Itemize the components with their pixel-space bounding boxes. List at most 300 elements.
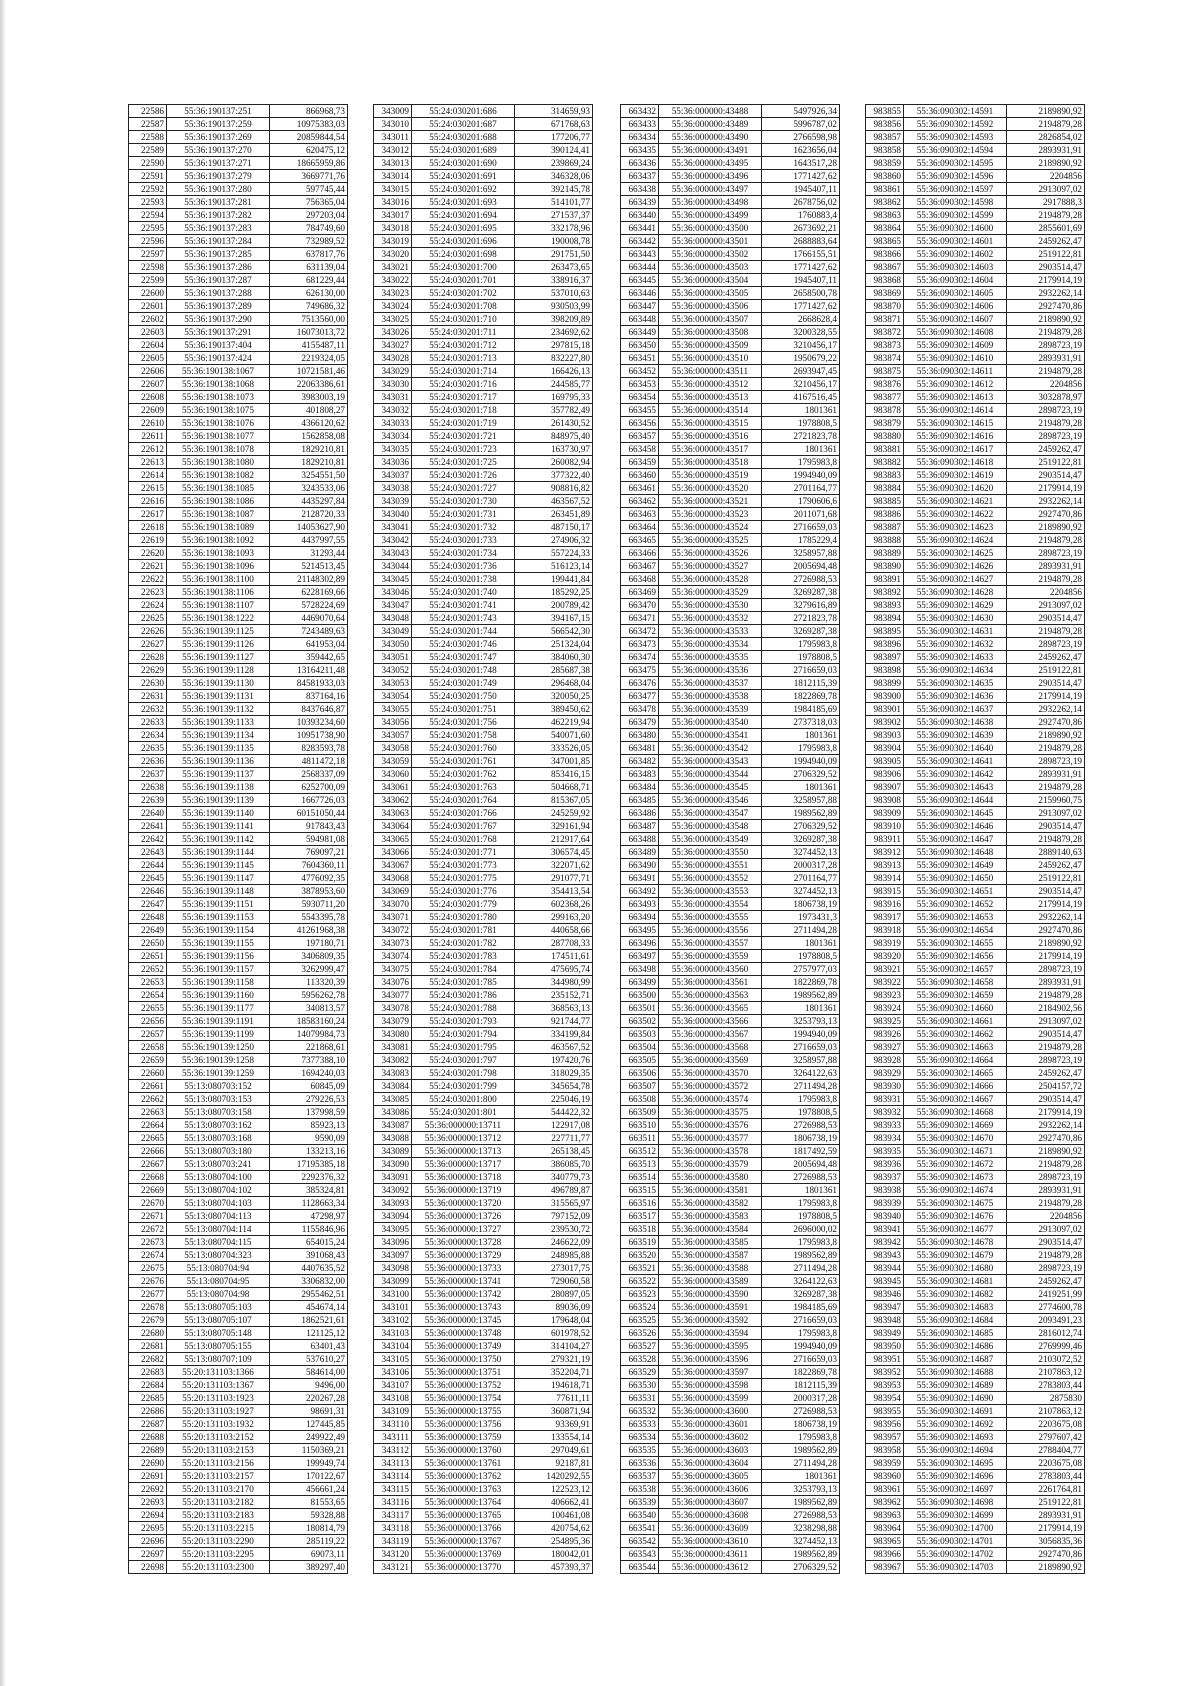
cadastral-number: 55:36:190139:1130: [167, 677, 270, 690]
cadastral-number: 55:36:090302:14667: [904, 1093, 1007, 1106]
row-number: 983919: [866, 937, 904, 950]
cadastral-value: 2932262,14: [1007, 703, 1085, 716]
cadastral-value: 291751,50: [515, 248, 593, 261]
row-number: 983958: [866, 1444, 904, 1457]
cadastral-value: 3254551,50: [270, 469, 348, 482]
row-number: 343013: [374, 157, 412, 170]
table-row: [374, 937, 593, 950]
cadastral-value: 1667726,03: [270, 794, 348, 807]
cadastral-value: 2103072,52: [1007, 1353, 1085, 1366]
row-number: 343117: [374, 1509, 412, 1522]
cadastral-value: 2726988,53: [762, 573, 840, 586]
table-row: [129, 287, 348, 300]
table-row: [866, 469, 1085, 482]
table-row: [621, 885, 840, 898]
table-row: [374, 170, 593, 183]
table-row: [866, 1262, 1085, 1275]
row-number: 663438: [621, 183, 659, 196]
cadastral-value: 3264122,63: [762, 1067, 840, 1080]
table-row: [866, 1444, 1085, 1457]
cadastral-number: 55:24:030201:690: [412, 157, 515, 170]
cadastral-number: 55:36:090302:14598: [904, 196, 1007, 209]
cadastral-value: 1795983,8: [762, 638, 840, 651]
cadastral-number: 55:36:000000:13742: [412, 1288, 515, 1301]
cadastral-number: 55:36:090302:14609: [904, 339, 1007, 352]
cadastral-value: 18583160,24: [270, 1015, 348, 1028]
cadastral-number: 55:24:030201:701: [412, 274, 515, 287]
table-row: [866, 1353, 1085, 1366]
cadastral-number: 55:36:190137:270: [167, 144, 270, 157]
table-row: [129, 924, 348, 937]
row-number: 22692: [129, 1483, 167, 1496]
cadastral-value: 89036,09: [515, 1301, 593, 1314]
cadastral-number: 55:36:090302:14698: [904, 1496, 1007, 1509]
cadastral-number: 55:36:000000:43565: [659, 1002, 762, 1015]
table-row: [621, 1496, 840, 1509]
row-number: 663458: [621, 443, 659, 456]
table-row: [866, 859, 1085, 872]
cadastral-value: 200789,42: [515, 599, 593, 612]
cadastral-value: 14079984,73: [270, 1028, 348, 1041]
row-number: 983901: [866, 703, 904, 716]
row-number: 22624: [129, 599, 167, 612]
cadastral-number: 55:36:000000:13751: [412, 1366, 515, 1379]
cadastral-value: 2000317,28: [762, 859, 840, 872]
cadastral-value: 1795983,8: [762, 1197, 840, 1210]
row-number: 983863: [866, 209, 904, 222]
table-row: [129, 1301, 348, 1314]
cadastral-value: 239869,24: [515, 157, 593, 170]
table-row: [866, 1028, 1085, 1041]
cadastral-value: 2204856: [1007, 170, 1085, 183]
row-number: 343017: [374, 209, 412, 222]
row-number: 22685: [129, 1392, 167, 1405]
table-row: [374, 1483, 593, 1496]
row-number: 343053: [374, 677, 412, 690]
cadastral-value: 637817,76: [270, 248, 348, 261]
cadastral-number: 55:24:030201:732: [412, 521, 515, 534]
row-number: 22652: [129, 963, 167, 976]
table-row: [129, 222, 348, 235]
cadastral-value: 1822869,78: [762, 690, 840, 703]
row-number: 22698: [129, 1561, 167, 1574]
cadastral-number: 55:24:030201:794: [412, 1028, 515, 1041]
table-row: [374, 1314, 593, 1327]
row-number: 663491: [621, 872, 659, 885]
cadastral-value: 2711494,28: [762, 924, 840, 937]
cadastral-value: 1771427,62: [762, 170, 840, 183]
row-number: 663495: [621, 924, 659, 937]
table-row: [374, 1067, 593, 1080]
table-row: [374, 118, 593, 131]
cadastral-number: 55:36:090302:14632: [904, 638, 1007, 651]
table-row: [621, 1301, 840, 1314]
table-row: [129, 1496, 348, 1509]
row-number: 343090: [374, 1158, 412, 1171]
row-number: 22675: [129, 1262, 167, 1275]
cadastral-number: 55:36:190139:1135: [167, 742, 270, 755]
row-number: 343096: [374, 1236, 412, 1249]
cadastral-number: 55:13:080703:180: [167, 1145, 270, 1158]
row-number: 663481: [621, 742, 659, 755]
row-number: 983927: [866, 1041, 904, 1054]
cadastral-number: 55:36:000000:13712: [412, 1132, 515, 1145]
cadastral-number: 55:36:090302:14650: [904, 872, 1007, 885]
table-row: [374, 573, 593, 586]
row-number: 663441: [621, 222, 659, 235]
table-row: [866, 222, 1085, 235]
cadastral-number: 55:36:000000:43539: [659, 703, 762, 716]
cadastral-number: 55:36:090302:14668: [904, 1106, 1007, 1119]
cadastral-value: 92187,81: [515, 1457, 593, 1470]
cadastral-value: 3274452,13: [762, 885, 840, 898]
table-row: [374, 586, 593, 599]
cadastral-value: 2932262,14: [1007, 495, 1085, 508]
cadastral-number: 55:36:190138:1077: [167, 430, 270, 443]
cadastral-value: 197180,71: [270, 937, 348, 950]
cadastral-number: 55:36:000000:43488: [659, 105, 762, 118]
row-number: 663437: [621, 170, 659, 183]
cadastral-number: 55:36:090302:14699: [904, 1509, 1007, 1522]
table-row: [374, 1392, 593, 1405]
cadastral-number: 55:36:190139:1140: [167, 807, 270, 820]
cadastral-number: 55:36:000000:43551: [659, 859, 762, 872]
table-row: [129, 1080, 348, 1093]
cadastral-value: 2711494,28: [762, 1080, 840, 1093]
cadastral-value: 3032878,97: [1007, 391, 1085, 404]
cadastral-number: 55:36:000000:13755: [412, 1405, 515, 1418]
cadastral-number: 55:24:030201:779: [412, 898, 515, 911]
table-row: [374, 482, 593, 495]
row-number: 343093: [374, 1197, 412, 1210]
row-number: 663435: [621, 144, 659, 157]
row-number: 983967: [866, 1561, 904, 1574]
cadastral-number: 55:36:090302:14633: [904, 651, 1007, 664]
cadastral-value: 654015,24: [270, 1236, 348, 1249]
cadastral-value: 2459262,47: [1007, 235, 1085, 248]
cadastral-number: 55:36:000000:43603: [659, 1444, 762, 1457]
table-row: [621, 1431, 840, 1444]
cadastral-number: 55:36:190137:289: [167, 300, 270, 313]
cadastral-number: 55:24:030201:750: [412, 690, 515, 703]
table-row: [621, 950, 840, 963]
table-row: [621, 1184, 840, 1197]
table-row: [866, 495, 1085, 508]
cadastral-number: 55:36:000000:43508: [659, 326, 762, 339]
table-row: [621, 1028, 840, 1041]
table-row: [621, 729, 840, 742]
row-number: 343064: [374, 820, 412, 833]
cadastral-number: 55:36:190139:1191: [167, 1015, 270, 1028]
cadastral-number: 55:36:000000:43580: [659, 1171, 762, 1184]
row-number: 663480: [621, 729, 659, 742]
cadastral-value: 299163,20: [515, 911, 593, 924]
row-number: 663517: [621, 1210, 659, 1223]
cadastral-value: 463567,52: [515, 1041, 593, 1054]
cadastral-value: 1950679,22: [762, 352, 840, 365]
row-number: 343076: [374, 976, 412, 989]
table-row: [621, 1197, 840, 1210]
row-number: 22604: [129, 339, 167, 352]
table-row: [374, 768, 593, 781]
table-row: [866, 482, 1085, 495]
cadastral-value: 2706329,52: [762, 1561, 840, 1574]
row-number: 983894: [866, 612, 904, 625]
row-number: 343041: [374, 521, 412, 534]
table-row: [866, 1132, 1085, 1145]
cadastral-value: 137998,59: [270, 1106, 348, 1119]
row-number: 983955: [866, 1405, 904, 1418]
row-number: 22695: [129, 1522, 167, 1535]
cadastral-number: 55:24:030201:733: [412, 534, 515, 547]
cadastral-number: 55:24:030201:713: [412, 352, 515, 365]
cadastral-value: 1790606,6: [762, 495, 840, 508]
cadastral-number: 55:13:080704:114: [167, 1223, 270, 1236]
row-number: 983918: [866, 924, 904, 937]
table-row: [621, 1405, 840, 1418]
table-row: [374, 131, 593, 144]
row-number: 343079: [374, 1015, 412, 1028]
row-number: 343037: [374, 469, 412, 482]
table-row: [866, 118, 1085, 131]
table-row: [866, 196, 1085, 209]
row-number: 983951: [866, 1353, 904, 1366]
table-row: [374, 794, 593, 807]
table-row: [866, 1340, 1085, 1353]
table-row: [866, 1314, 1085, 1327]
cadastral-value: 2159960,75: [1007, 794, 1085, 807]
table-row: [621, 105, 840, 118]
table-row: [129, 560, 348, 573]
row-number: 22596: [129, 235, 167, 248]
cadastral-value: 2179914,19: [1007, 690, 1085, 703]
table-row: [374, 729, 593, 742]
table-row: [621, 183, 840, 196]
row-number: 343094: [374, 1210, 412, 1223]
row-number: 663467: [621, 560, 659, 573]
row-number: 983941: [866, 1223, 904, 1236]
table-row: [866, 911, 1085, 924]
cadastral-number: 55:24:030201:693: [412, 196, 515, 209]
table-row: [866, 573, 1085, 586]
row-number: 22594: [129, 209, 167, 222]
cadastral-value: 3269287,38: [762, 1288, 840, 1301]
row-number: 22684: [129, 1379, 167, 1392]
row-number: 983874: [866, 352, 904, 365]
row-number: 983884: [866, 482, 904, 495]
cadastral-value: 194618,71: [515, 1379, 593, 1392]
row-number: 983931: [866, 1093, 904, 1106]
cadastral-value: 1562858,08: [270, 430, 348, 443]
table-row: [129, 365, 348, 378]
cadastral-value: 3306832,00: [270, 1275, 348, 1288]
cadastral-value: 285687,38: [515, 664, 593, 677]
cadastral-number: 55:36:000000:43591: [659, 1301, 762, 1314]
cadastral-number: 55:36:000000:43557: [659, 937, 762, 950]
row-number: 983870: [866, 300, 904, 313]
table-row: [866, 898, 1085, 911]
cadastral-number: 55:36:000000:13749: [412, 1340, 515, 1353]
cadastral-number: 55:36:090302:14621: [904, 495, 1007, 508]
cadastral-value: 2194879,28: [1007, 781, 1085, 794]
table-row: [621, 196, 840, 209]
cadastral-number: 55:36:000000:43533: [659, 625, 762, 638]
row-number: 22619: [129, 534, 167, 547]
cadastral-value: 2194879,28: [1007, 209, 1085, 222]
table-row: [374, 599, 593, 612]
row-number: 22626: [129, 625, 167, 638]
row-number: 22625: [129, 612, 167, 625]
cadastral-value: 2716659,03: [762, 521, 840, 534]
cadastral-value: 248985,88: [515, 1249, 593, 1262]
table-row: [621, 1470, 840, 1483]
table-row: [866, 1145, 1085, 1158]
cadastral-value: 2726988,53: [762, 1405, 840, 1418]
cadastral-value: 1973431,3: [762, 911, 840, 924]
cadastral-value: 69073,11: [270, 1548, 348, 1561]
row-number: 663520: [621, 1249, 659, 1262]
cadastral-number: 55:24:030201:689: [412, 144, 515, 157]
cadastral-value: 297049,61: [515, 1444, 593, 1457]
table-row: [374, 1535, 593, 1548]
row-number: 22633: [129, 716, 167, 729]
row-number: 343051: [374, 651, 412, 664]
cadastral-value: 279226,53: [270, 1093, 348, 1106]
cadastral-number: 55:36:090302:14654: [904, 924, 1007, 937]
cadastral-value: 360871,94: [515, 1405, 593, 1418]
row-number: 22688: [129, 1431, 167, 1444]
cadastral-value: 2913097,02: [1007, 183, 1085, 196]
cadastral-value: 2893931,91: [1007, 768, 1085, 781]
cadastral-number: 55:36:190138:1085: [167, 482, 270, 495]
cadastral-number: 55:36:000000:43581: [659, 1184, 762, 1197]
row-number: 343059: [374, 755, 412, 768]
cadastral-value: 4776092,35: [270, 872, 348, 885]
cadastral-value: 908816,82: [515, 482, 593, 495]
cadastral-value: 320050,25: [515, 690, 593, 703]
table-row: [866, 170, 1085, 183]
cadastral-value: 729060,58: [515, 1275, 593, 1288]
cadastral-number: 55:13:080704:100: [167, 1171, 270, 1184]
table-row: [621, 1210, 840, 1223]
cadastral-value: 1978808,5: [762, 950, 840, 963]
cadastral-value: 1771427,62: [762, 261, 840, 274]
table-row: [129, 1093, 348, 1106]
row-number: 983929: [866, 1067, 904, 1080]
table-row: [621, 222, 840, 235]
cadastral-value: 4155487,11: [270, 339, 348, 352]
cadastral-value: 2721823,78: [762, 612, 840, 625]
row-number: 983904: [866, 742, 904, 755]
row-number: 983862: [866, 196, 904, 209]
cadastral-number: 55:36:090302:14657: [904, 963, 1007, 976]
table-row: [129, 521, 348, 534]
cadastral-value: 10975383,03: [270, 118, 348, 131]
table-row: [374, 222, 593, 235]
row-number: 343015: [374, 183, 412, 196]
cadastral-number: 55:36:190137:283: [167, 222, 270, 235]
cadastral-number: 55:36:090302:14651: [904, 885, 1007, 898]
table-row: [129, 209, 348, 222]
cadastral-value: 22063386,61: [270, 378, 348, 391]
table-row: [129, 1548, 348, 1561]
row-number: 983895: [866, 625, 904, 638]
table-row: [866, 1457, 1085, 1470]
row-number: 663523: [621, 1288, 659, 1301]
cadastral-number: 55:36:190139:1131: [167, 690, 270, 703]
cadastral-number: 55:36:000000:43583: [659, 1210, 762, 1223]
row-number: 663497: [621, 950, 659, 963]
cadastral-value: 2716659,03: [762, 664, 840, 677]
cadastral-value: 2898723,19: [1007, 1262, 1085, 1275]
cadastral-value: 2668628,4: [762, 313, 840, 326]
table-row: [866, 365, 1085, 378]
cadastral-value: 2194879,28: [1007, 1158, 1085, 1171]
table-row: [374, 105, 593, 118]
row-number: 663500: [621, 989, 659, 1002]
cadastral-value: 2194879,28: [1007, 573, 1085, 586]
row-number: 983871: [866, 313, 904, 326]
row-number: 983962: [866, 1496, 904, 1509]
row-number: 663508: [621, 1093, 659, 1106]
table-row: [129, 1366, 348, 1379]
table-row: [621, 703, 840, 716]
row-number: 663494: [621, 911, 659, 924]
table-row: [129, 456, 348, 469]
cadastral-number: 55:13:080703:158: [167, 1106, 270, 1119]
cadastral-number: 55:36:000000:43569: [659, 1054, 762, 1067]
table-row: [866, 144, 1085, 157]
row-number: 343066: [374, 846, 412, 859]
cadastral-value: 681229,44: [270, 274, 348, 287]
cadastral-number: 55:36:190139:1258: [167, 1054, 270, 1067]
cadastral-number: 55:36:000000:43548: [659, 820, 762, 833]
cadastral-number: 55:36:090302:14591: [904, 105, 1007, 118]
cadastral-value: 420754,62: [515, 1522, 593, 1535]
cadastral-value: 921744,77: [515, 1015, 593, 1028]
cadastral-value: 2826854,02: [1007, 131, 1085, 144]
cadastral-value: 368563,13: [515, 1002, 593, 1015]
cadastral-number: 55:36:090302:14628: [904, 586, 1007, 599]
row-number: 663459: [621, 456, 659, 469]
table-row: [129, 235, 348, 248]
cadastral-number: 55:24:030201:800: [412, 1093, 515, 1106]
row-number: 22634: [129, 729, 167, 742]
table-row: [374, 859, 593, 872]
cadastral-number: 55:36:190137:424: [167, 352, 270, 365]
cadastral-number: 55:24:030201:762: [412, 768, 515, 781]
table-row: [621, 378, 840, 391]
cadastral-value: 2519122,81: [1007, 1496, 1085, 1509]
cadastral-number: 55:24:030201:775: [412, 872, 515, 885]
row-number: 983930: [866, 1080, 904, 1093]
cadastral-value: 1623656,04: [762, 144, 840, 157]
cadastral-value: 4435297,84: [270, 495, 348, 508]
cadastral-value: 631139,04: [270, 261, 348, 274]
cadastral-number: 55:36:000000:43566: [659, 1015, 762, 1028]
row-number: 22588: [129, 131, 167, 144]
cadastral-value: 3258957,88: [762, 1054, 840, 1067]
cadastral-value: 5996787,02: [762, 118, 840, 131]
row-number: 22611: [129, 430, 167, 443]
row-number: 983885: [866, 495, 904, 508]
cadastral-number: 55:36:000000:43513: [659, 391, 762, 404]
table-row: [621, 1314, 840, 1327]
cadastral-number: 55:36:090302:14701: [904, 1535, 1007, 1548]
row-number: 22600: [129, 287, 167, 300]
cadastral-number: 55:36:000000:43592: [659, 1314, 762, 1327]
cadastral-number: 55:36:090302:14637: [904, 703, 1007, 716]
